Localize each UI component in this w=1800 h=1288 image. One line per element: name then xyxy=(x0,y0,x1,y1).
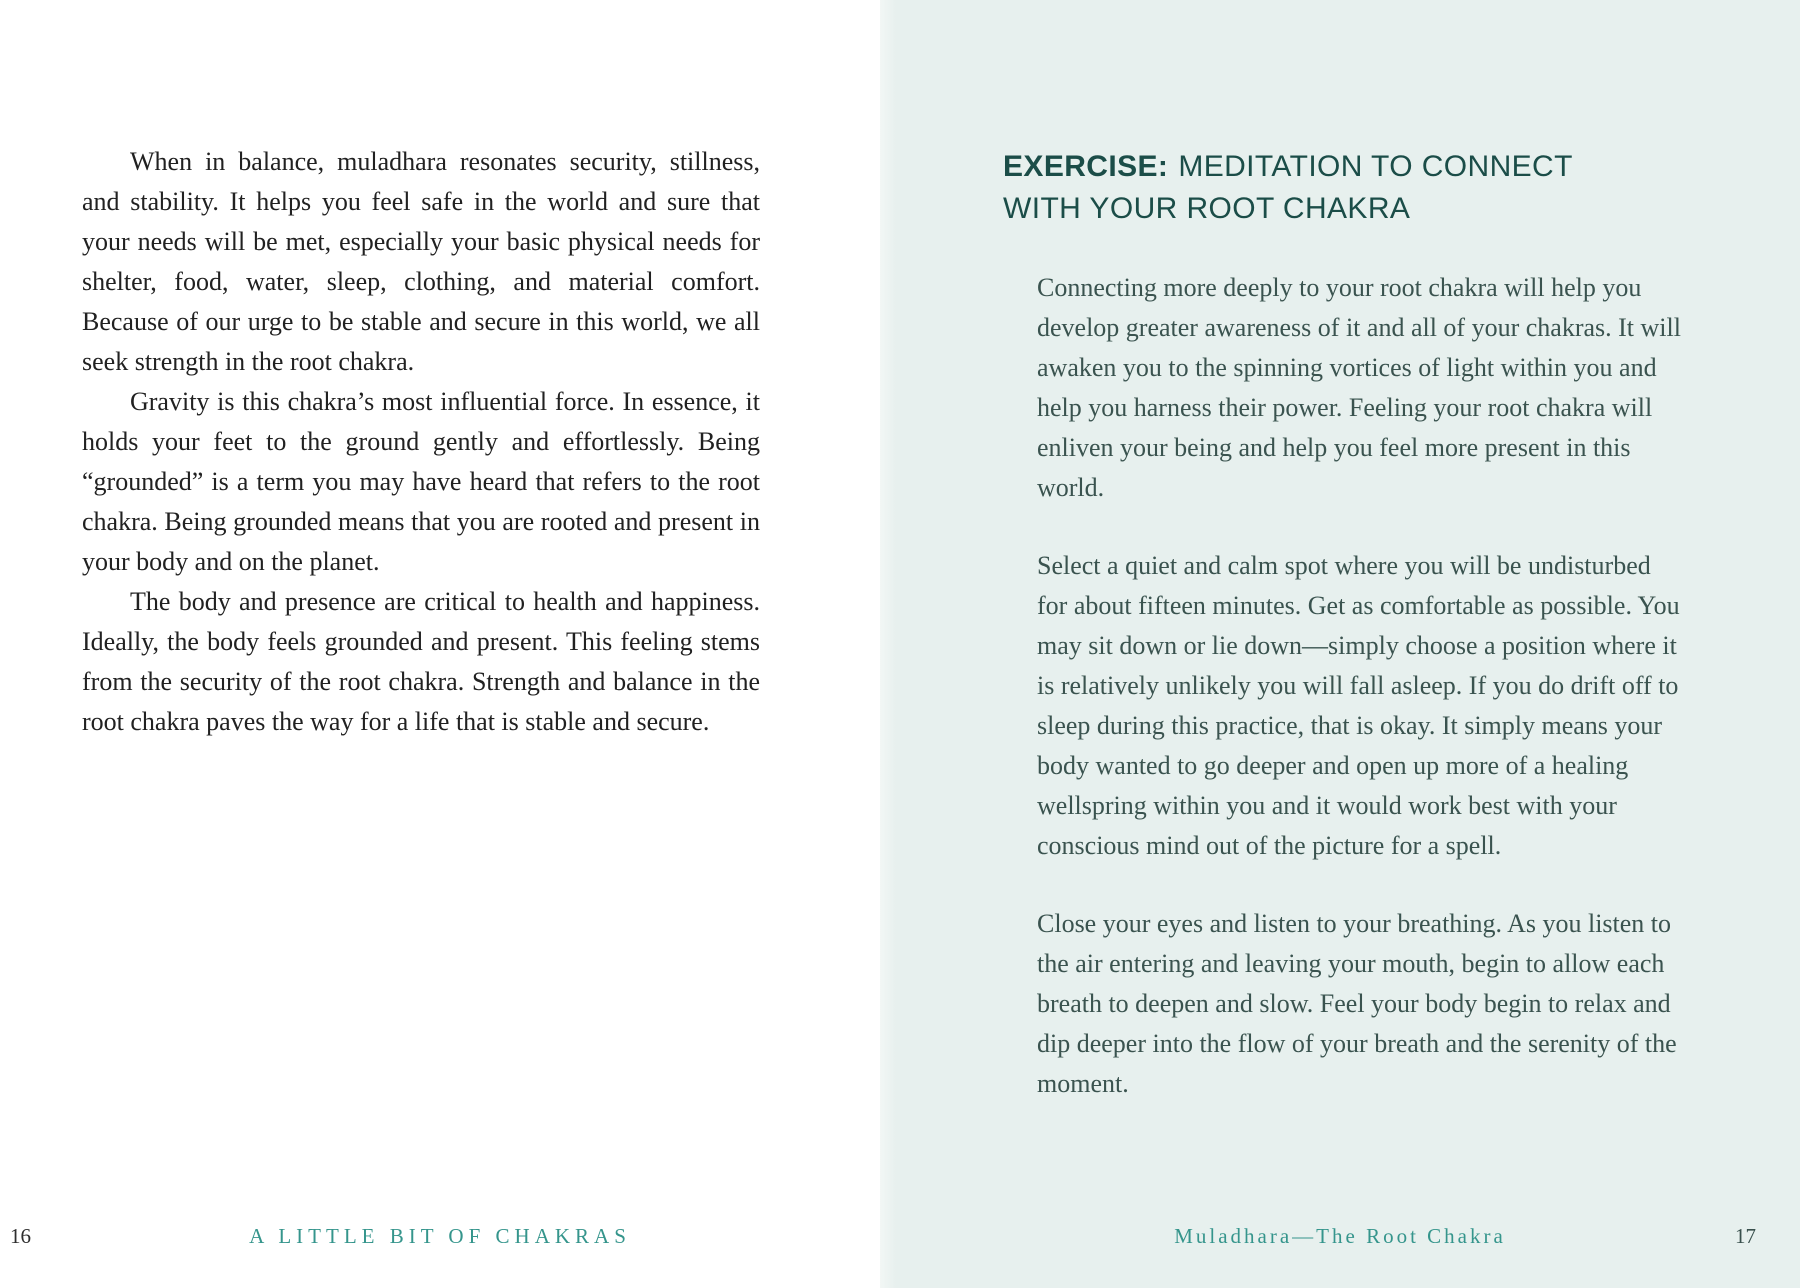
exercise-heading xyxy=(1003,146,1603,230)
right-page xyxy=(880,0,1800,1288)
left-paragraph-2: Gravity is this chakra’s most influential force. In essence, it holds your feet to the ground gently and effortlessly. Being “grounded” is a term you may have heard that refers to the root chakra. Being grounded means that you are rooted and present in your body and on the planet. xyxy=(82,387,760,576)
right-page-body xyxy=(1037,268,1681,1104)
left-page xyxy=(0,0,880,1288)
exercise-heading-label: EXERCISE: xyxy=(1003,150,1169,183)
right-paragraph-2: Select a quiet and calm spot where you will be undisturbed for about fifteen minutes. Get as comfortable as possible. You may sit down or lie down—simply choose a position where it is relatively unlikely you will fall asleep. If you do drift off to sleep during this practice, that is okay. It simply means your body wanted to go deeper and open up more of a healing wellspring within you and it would work best with your conscious mind out of the picture for a spell. xyxy=(1037,551,1680,860)
exercise-heading-title: MEDITATION TO CONNECT WITH YOUR ROOT CHAKRA xyxy=(1003,150,1573,225)
right-paragraph-1: Connecting more deeply to your root chakra will help you develop greater awareness of it and all of your chakras. It will awaken you to the spinning vortices of light within you and help you harness their power. Feeling your root chakra will enliven your being and help you feel more present in this world. xyxy=(1037,273,1681,502)
page-number-left: 16 xyxy=(10,1224,31,1248)
left-page-body xyxy=(82,142,760,742)
page-number-right: 17 xyxy=(1735,1224,1756,1248)
running-footer-right: Muladhara—The Root Chakra xyxy=(1174,1224,1506,1248)
left-paragraph-3: The body and presence are critical to health and happiness. Ideally, the body feels grounded and present. This feeling stems from the security of the root chakra. Strength and balance in the root chakra paves the way for a life that is stable and secure. xyxy=(82,587,760,736)
right-paragraph-3: Close your eyes and listen to your breathing. As you listen to the air entering and leaving your mouth, begin to allow each breath to deepen and slow. Feel your body begin to relax and dip deeper into the flow of your breath and the serenity of the moment. xyxy=(1037,909,1677,1098)
left-paragraph-1: When in balance, muladhara resonates security, stillness, and stability. It helps you feel safe in the world and sure that your needs will be met, especially your basic physical needs for shelter, food, water, sleep, clothing, and material comfort. Because of our urge to be stable and secure in this world, we all seek strength in the root chakra. xyxy=(82,147,760,376)
running-footer-left: A LITTLE BIT OF CHAKRAS xyxy=(249,1224,631,1248)
